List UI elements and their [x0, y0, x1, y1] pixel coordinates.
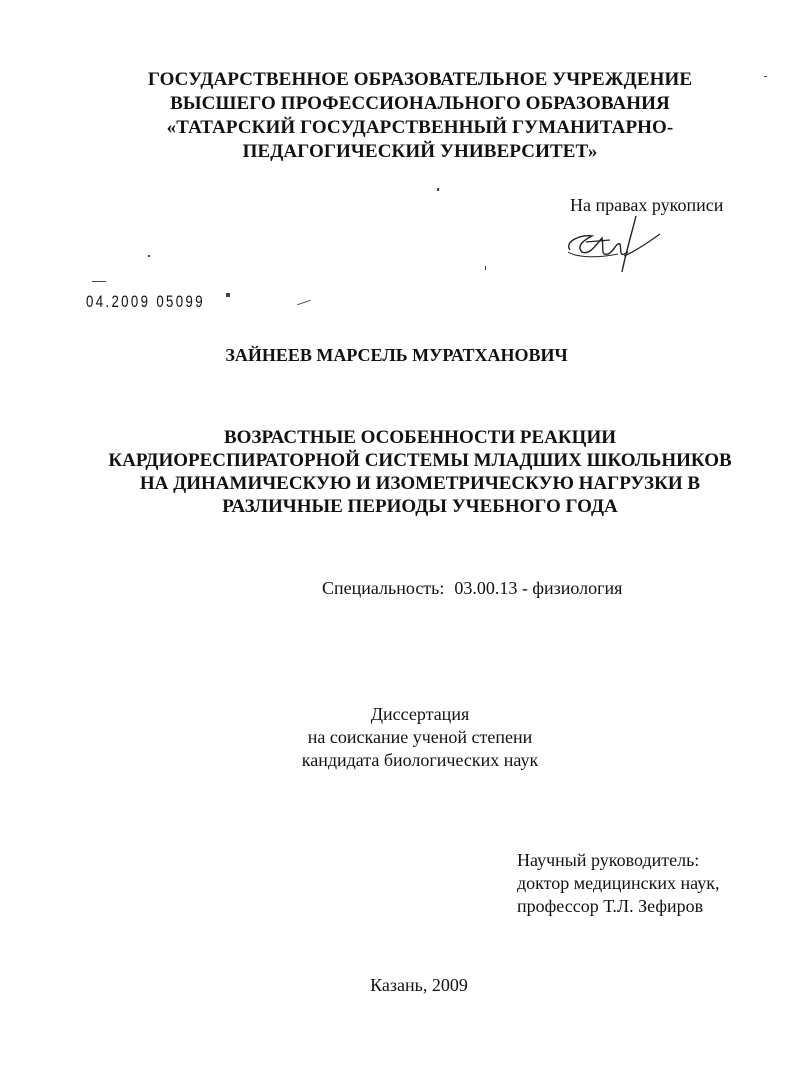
degree-line: кандидата биологических наук — [301, 750, 539, 770]
scan-speck — [226, 293, 230, 297]
degree-line: на соискание ученой степени — [307, 727, 533, 747]
manuscript-rights-label: На правах рукописи — [570, 195, 724, 215]
specialty-label: Специальность: — [322, 578, 445, 598]
degree-line: Диссертация — [370, 704, 470, 724]
archive-number: 04.2009 05099 — [86, 292, 205, 311]
specialty-value: 03.00.13 - физиология — [454, 578, 623, 598]
scan-speck — [437, 188, 439, 191]
supervisor-line: профессор Т.Л. Зефиров — [517, 896, 704, 916]
thesis-title-line: ВОЗРАСТНЫЕ ОСОБЕННОСТИ РЕАКЦИИ — [223, 427, 617, 448]
scan-speck — [148, 255, 150, 257]
institution-line: ГОСУДАРСТВЕННОЕ ОБРАЗОВАТЕЛЬНОЕ УЧРЕЖДЕНИЕ — [147, 69, 693, 90]
thesis-title-line: КАРДИОРЕСПИРАТОРНОЙ СИСТЕМЫ МЛАДШИХ ШКОЛЬНИКОВ — [108, 450, 732, 471]
supervisor-line: доктор медицинских наук, — [517, 873, 720, 893]
signature-icon — [558, 212, 668, 277]
thesis-title-line: НА ДИНАМИЧЕСКУЮ И ИЗОМЕТРИЧЕСКУЮ НАГРУЗКИ В — [139, 473, 701, 494]
scan-speck — [485, 266, 486, 270]
degree-info — [270, 703, 570, 772]
scan-speck — [764, 76, 767, 77]
city-year: Казань, 2009 — [370, 975, 468, 995]
thesis-title — [0, 426, 793, 518]
supervisor-line: Научный руководитель: — [517, 850, 700, 870]
institution-line: «ТАТАРСКИЙ ГОСУДАРСТВЕННЫЙ ГУМАНИТАРНО- — [166, 117, 674, 138]
institution-line: ПЕДАГОГИЧЕСКИЙ УНИВЕРСИТЕТ» — [242, 141, 598, 162]
thesis-title-line: РАЗЛИЧНЫЕ ПЕРИОДЫ УЧЕБНОГО ГОДА — [222, 496, 618, 517]
author-name: ЗАЙНЕЕВ МАРСЕЛЬ МУРАТХАНОВИЧ — [225, 345, 568, 365]
scan-speck — [92, 281, 106, 282]
scan-speck — [297, 300, 311, 305]
institution-line: ВЫСШЕГО ПРОФЕССИОНАЛЬНОГО ОБРАЗОВАНИЯ — [170, 93, 670, 114]
institution-header — [0, 68, 793, 164]
specialty — [322, 578, 622, 599]
supervisor-block — [517, 849, 719, 918]
